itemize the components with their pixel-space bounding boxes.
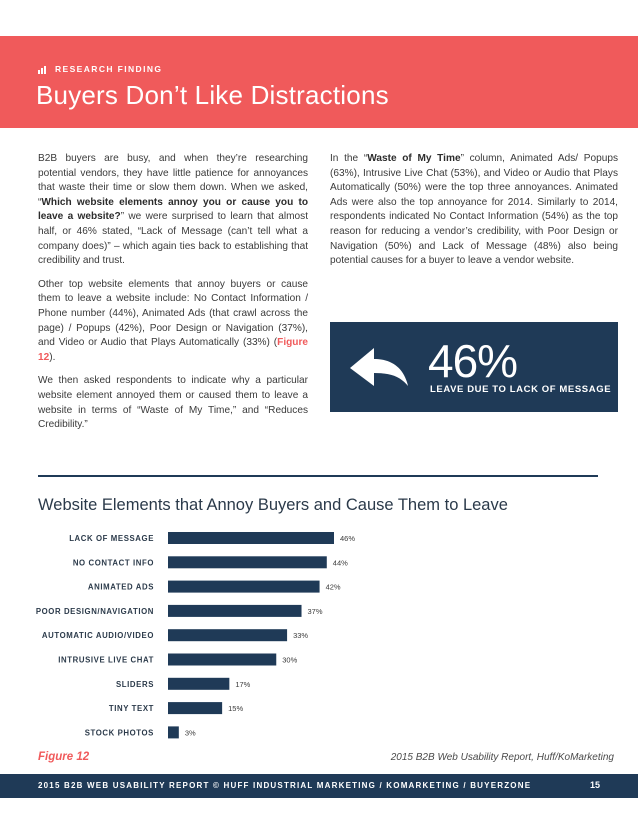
section-tag-label: RESEARCH FINDING xyxy=(55,64,163,74)
callout-value: 46% xyxy=(428,335,518,387)
left-column xyxy=(38,152,308,442)
bar xyxy=(168,702,222,714)
bar-chart xyxy=(0,524,638,744)
bar xyxy=(168,605,302,617)
category-label: NO CONTACT INFO xyxy=(72,558,154,568)
bar xyxy=(168,629,287,641)
footer-bar xyxy=(0,774,638,798)
stat-callout xyxy=(330,322,618,412)
category-label: LACK OF MESSAGE xyxy=(69,534,154,543)
bar xyxy=(168,654,276,666)
waste-of-time-highlight: Waste of My Time xyxy=(367,153,461,164)
footer-text: 2015 B2B WEB USABILITY REPORT © HUFF INDUSTRIAL MARKETING / KOMARKETING / BUYERZONE xyxy=(38,781,532,790)
reply-arrow-icon xyxy=(348,344,410,390)
callout-caption: LEAVE DUE TO LACK OF MESSAGE xyxy=(430,384,612,395)
question-highlight: Which website elements annoy you or cause you to leave a website? xyxy=(38,196,308,223)
left-paragraph-1: B2B buyers are busy, and when they’re researching potential vendors, they have little patience for annoyances that waste their time or slow them down. When we asked, “Which website elements annoy you or cause you to leave a website?” we were surprised to learn that almost half, or 46% stated, “Lack of Message (can’t tell what a company does)” – which again ties back to establishing that credibility and trust. xyxy=(38,153,309,267)
figure-reference: Figure 12 xyxy=(38,337,308,363)
right-column xyxy=(330,152,618,278)
value-label: 37% xyxy=(307,606,323,616)
category-label: TINY TEXT xyxy=(108,704,154,714)
category-label: AUTOMATIC AUDIO/VIDEO xyxy=(41,631,154,641)
value-label: 17% xyxy=(235,679,251,689)
value-label: 42% xyxy=(325,582,341,592)
value-label: 33% xyxy=(293,631,309,641)
value-label: 46% xyxy=(340,534,356,543)
category-label: STOCK PHOTOS xyxy=(84,728,154,738)
category-label: ANIMATED ADS xyxy=(87,582,154,592)
section-tag xyxy=(38,64,162,74)
figure-source: 2015 B2B Web Usability Report, Huff/KoMarketing xyxy=(390,752,614,763)
value-label: 44% xyxy=(332,558,348,568)
bar xyxy=(168,581,320,593)
category-label: INTRUSIVE LIVE CHAT xyxy=(58,655,154,665)
page-title: Buyers Don’t Like Distractions xyxy=(36,80,389,110)
section-divider xyxy=(38,475,598,477)
figure-label: Figure 12 xyxy=(38,751,90,763)
value-label: 3% xyxy=(184,728,196,738)
value-label: 30% xyxy=(282,655,298,665)
page-number: 15 xyxy=(589,780,600,790)
bar xyxy=(168,678,229,690)
right-paragraph-1: In the “Waste of My Time” column, Animated Ads/ Popups (63%), Intrusive Live Chat (53%), and Video or Audio that Plays Automatically (50%) were the top three annoyances. Animated Ads were also the top annoyance for 2014. Similarly to 2014, respondents indicated No Contact Information (54%) as the top reason for reducing a vendor’s credibility, with Poor Design or Navigation (50%) and Lack of Message (48%) also being potential causes for a buyer to leave a vendor website. xyxy=(330,153,618,267)
bar xyxy=(168,726,179,738)
chart-title: Website Elements that Annoy Buyers and Cause Them to Leave xyxy=(38,496,508,514)
category-label: SLIDERS xyxy=(116,679,154,689)
bar xyxy=(168,556,327,568)
category-label: POOR DESIGN/NAVIGATION xyxy=(35,606,154,616)
value-label: 15% xyxy=(228,704,244,714)
left-paragraph-3: We then asked respondents to indicate why a particular website element annoyed them or caused them to leave a website in terms of “Waste of My Time,” and “Reduces Credibility.” xyxy=(38,375,308,431)
left-paragraph-2: Other top website elements that annoy buyers or cause them to leave a website include: No Contact Information / Phone number (44%), Animated Ads (that crawl across the page) / Popups (42%), Poor Design or Navigation (37%), and Video or Audio that Plays Automatically (33%) (Figure 12). xyxy=(38,278,308,363)
bar xyxy=(168,532,334,544)
chart-icon xyxy=(38,65,48,74)
